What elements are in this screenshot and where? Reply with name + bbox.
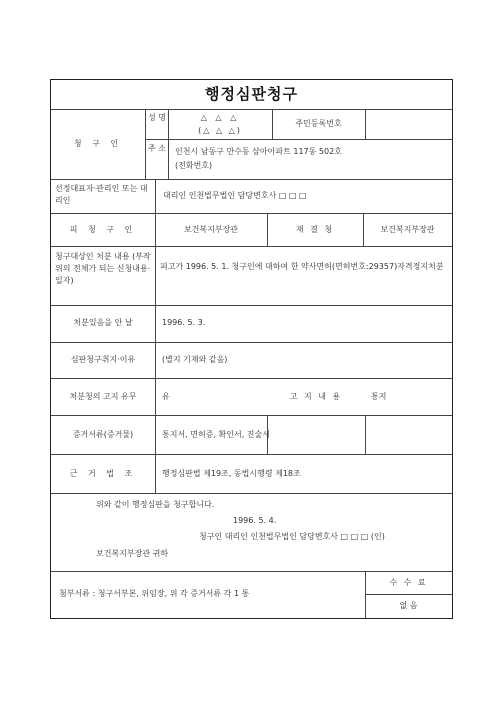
rule xyxy=(51,342,452,343)
subject-label: 청구대상인 처분 내용 (부작위의 전체가 되는 신청내용·일자) xyxy=(55,252,151,285)
notice-value: 유 xyxy=(162,392,170,401)
fee-label: 수 수 료 xyxy=(389,578,428,587)
subject-value: 피고가 1996. 5. 1. 청구인에 대하여 한 약사면허(면허번호:29357)자격정지처분 xyxy=(160,262,444,271)
rule xyxy=(51,109,452,110)
declaration-date: 1996. 5. 4. xyxy=(233,516,277,525)
rule xyxy=(145,139,452,140)
notice-label: 처분청의 고지 유무 xyxy=(69,392,137,401)
claimant-label: 청 구 인 xyxy=(73,139,123,148)
rule xyxy=(145,109,146,179)
rrn-label: 주민등록번호 xyxy=(295,119,342,128)
decider-value: 보건복지부장관 xyxy=(380,225,435,234)
knowledge-date-label: 처분있음을 안 날 xyxy=(73,318,133,327)
name-label: 성 명 xyxy=(148,113,166,122)
reasons-value: (별지 기재와 같음) xyxy=(162,355,228,364)
representative-value: 대리인 인천법무법인 담당변호사 □ □ □ xyxy=(163,191,307,200)
decider-label: 재 결 청 xyxy=(295,225,335,234)
address-label: 주 소 xyxy=(148,144,166,153)
claimant-name-alt: (△ △ △) xyxy=(198,126,242,135)
appeal-form xyxy=(50,79,453,619)
fee-value: 없 음 xyxy=(399,601,418,610)
form-title: 행정심판청구 xyxy=(205,85,298,103)
knowledge-date-value: 1996. 5. 3. xyxy=(162,318,206,327)
rule xyxy=(51,179,452,180)
rule xyxy=(365,109,366,139)
address-value: 인천시 남동구 만수동 삼아아파트 117동 502호 xyxy=(175,147,342,156)
notice-content-value: 통지 xyxy=(371,392,387,401)
phone-value: (전화번호) xyxy=(175,161,213,170)
respondent-value: 보건복지부장관 xyxy=(183,225,239,234)
notice-content-label: 고 지 내 용 xyxy=(289,392,343,401)
declaration-addressee: 보건복지부장관 귀하 xyxy=(96,549,169,558)
attachments-value: 첨부서류 : 청구서부본, 위임장, 위 각 증거서류 각 1 통 xyxy=(59,589,250,598)
legal-basis-value: 행정심판법 제19조, 동법시행령 제18조 xyxy=(162,469,301,478)
rule xyxy=(51,305,452,306)
rule xyxy=(51,415,452,416)
respondent-label: 피 청 구 인 xyxy=(69,225,137,234)
rule xyxy=(51,571,452,572)
reasons-label: 심판청구취지·이유 xyxy=(70,355,136,364)
rule xyxy=(365,415,366,454)
rule xyxy=(51,246,452,247)
declaration-signer: 청구인 대리인 인천법무법인 담당변호사 □ □ □ (인) xyxy=(199,532,385,541)
rule xyxy=(51,493,452,494)
rule xyxy=(51,378,452,379)
representative-label: 선정대표자·관리인 또는 대리인 xyxy=(55,184,148,205)
legal-basis-label: 근 거 법 조 xyxy=(69,469,137,478)
rule xyxy=(365,594,452,595)
evidence-value: 통지서, 면허증, 확인서, 진술서 xyxy=(162,430,270,439)
rule xyxy=(51,213,452,214)
rule xyxy=(51,454,452,455)
claimant-name: △ △ △ xyxy=(200,113,240,122)
declaration-statement: 위와 같이 행정심판을 청구합니다. xyxy=(96,500,215,509)
evidence-label: 증거서류(증거물) xyxy=(72,430,134,439)
